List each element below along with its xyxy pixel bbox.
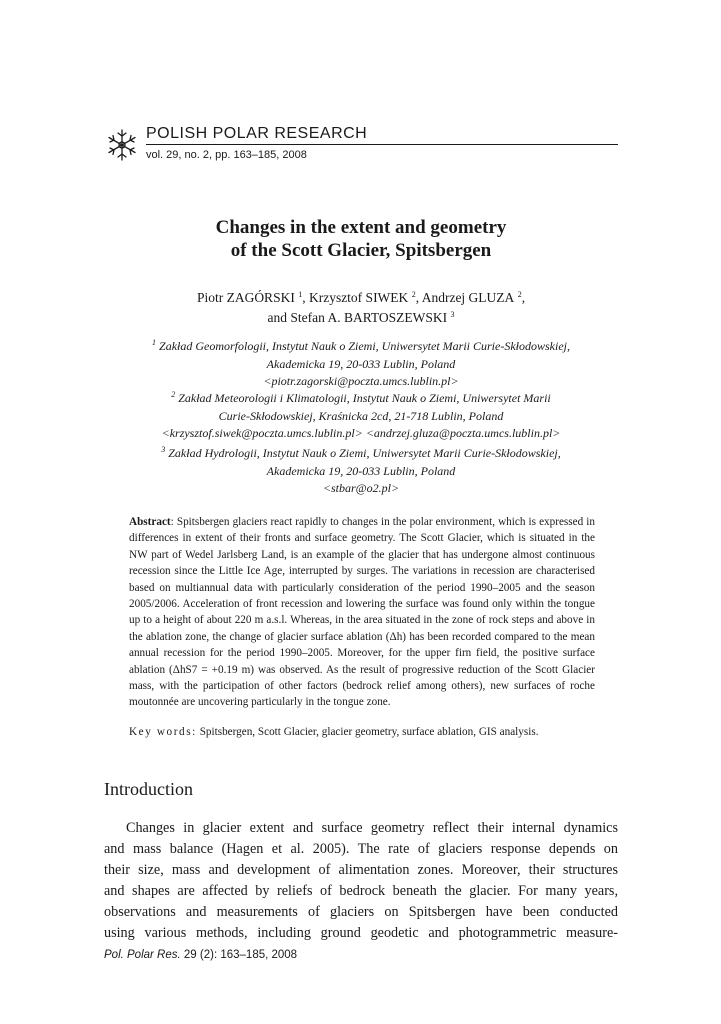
body-line: and shapes are affected by reliefs of bedrock beneath the glacier. For many years, — [104, 883, 618, 899]
affiliation-line: Akademicka 19, 20-033 Lublin, Poland — [266, 463, 456, 478]
title-line-2: of the Scott Glacier, Spitsbergen — [230, 240, 492, 261]
body-line: observations and measurements of glaciers on Spitsbergen have been conducted — [104, 904, 618, 920]
affiliation-line: Curie-Skłodowskiej, Kraśnicka 2cd, 21-718 Lublin, Poland — [218, 408, 504, 423]
title-line-1: Changes in the extent and geometry — [215, 217, 507, 238]
author-name: Piotr ZAGÓRSKI — [196, 290, 295, 305]
affiliation-3 — [104, 445, 618, 498]
affiliation-sup: 1 — [152, 338, 157, 347]
author-line-2 — [104, 308, 618, 328]
keywords-text: Spitsbergen, Scott Glacier, glacier geometry, surface ablation, GIS analysis. — [199, 726, 539, 738]
author-sup: 1 — [298, 290, 303, 299]
affiliation-line: Zakład Meteorologii i Klimatologii, Instytut Nauk o Ziemi, Uniwersytet Marii — [178, 391, 551, 405]
affiliation-email[interactable]: <stbar@o2.pl> — [322, 481, 400, 496]
section-heading-introduction: Introduction — [104, 779, 193, 799]
introduction-body — [104, 818, 618, 944]
footer-journal-abbr: Pol. Polar Res. — [104, 949, 181, 961]
affiliation-sup: 3 — [161, 445, 166, 454]
author-name: Krzysztof SIWEK — [308, 290, 409, 305]
header-rule — [146, 144, 618, 145]
body-line: and mass balance (Hagen et al. 2005). The rate of glaciers response depends on — [104, 841, 618, 857]
body-line: using various methods, including ground geodetic and photogrammetric measure- — [104, 925, 618, 941]
affiliation-1 — [104, 338, 618, 391]
journal-name: POLISH POLAR RESEARCH — [146, 125, 368, 142]
page-footer — [104, 949, 297, 961]
author-line-1: Piotr ZAGÓRSKI $^1$, Krzysztof SIWEK $^2$, Andrzej GLUZA $^2$, — [196, 290, 526, 305]
affiliation-2 — [104, 390, 618, 443]
footer-citation: 29 (2): 163–185, 2008 — [183, 949, 298, 961]
keywords — [129, 726, 609, 738]
affiliation-email[interactable]: <krzysztof.siwek@poczta.umcs.lublin.pl> <andrzej.gluza@poczta.umcs.lublin.pl> — [161, 426, 561, 441]
keywords-label: Key words: — [129, 726, 197, 738]
affiliation-line: Akademicka 19, 20-033 Lublin, Poland — [266, 356, 456, 371]
author-name: and Stefan A. BARTOSZEWSKI — [267, 310, 448, 325]
author-sup: 2 — [517, 290, 522, 299]
snowflake-icon — [104, 127, 140, 163]
volume-info: vol. 29, no. 2, pp. 163–185, 2008 — [146, 149, 307, 161]
author-name: Andrzej GLUZA — [421, 290, 515, 305]
author-sup: 2 — [411, 290, 416, 299]
abstract — [129, 514, 595, 711]
affiliation-sup: 2 — [171, 390, 176, 399]
body-line: their size, mass and development of alimentation zones. Moreover, their structures — [104, 862, 618, 878]
author-sup: 3 — [450, 310, 455, 319]
author-list — [104, 288, 618, 328]
affiliation-email[interactable]: <piotr.zagorski@poczta.umcs.lublin.pl> — [263, 374, 459, 389]
paper-title — [104, 216, 618, 262]
affiliation-line: Zakład Geomorfologii, Instytut Nauk o Ziemi, Uniwersytet Marii Curie-Skłodowskiej, — [159, 339, 570, 353]
abstract-text: : Spitsbergen glaciers react rapidly to changes in the polar environment, which is expressed in differences in extent of their fronts and surface geometry. The Scott Glacier, which is situated in the NW part of Wedel Jarlsberg Land, is an example of the glacier that has undergone almost continuous recession since the Little Ice Age, interrupted by surges. The variations in recession are characterised based on multiannual data with particularly consideration of the period 1990–2005 and the season 2005/2006. Acceleration of front recession and lowering the surface was found only within the tongue up to a height of about 220 m a.s.l. Whereas, in the area situated in the zone of rock steps and above in the ablation zone, the change of glacier surface ablation (Δh) has been recorded compared to the mean annual recession for the period 1990–2005. Moreover, for the upper firn field, the positive surface ablation (ΔhS7 = +0.19 m) was observed. As the result of progressive reduction of the Scott Glacier mass, with the participation of other factors (bedrock relief among others), new surfaces of roche moutonnée are uncovering particularly in the tongue zone. — [129, 516, 595, 709]
abstract-label: Abstract — [129, 516, 171, 528]
affiliation-line: Zakład Hydrologii, Instytut Nauk o Ziemi, Uniwersytet Marii Curie-Skłodowskiej, — [168, 446, 561, 460]
body-line: Changes in glacier extent and surface geometry reflect their internal dynamics — [126, 820, 618, 836]
